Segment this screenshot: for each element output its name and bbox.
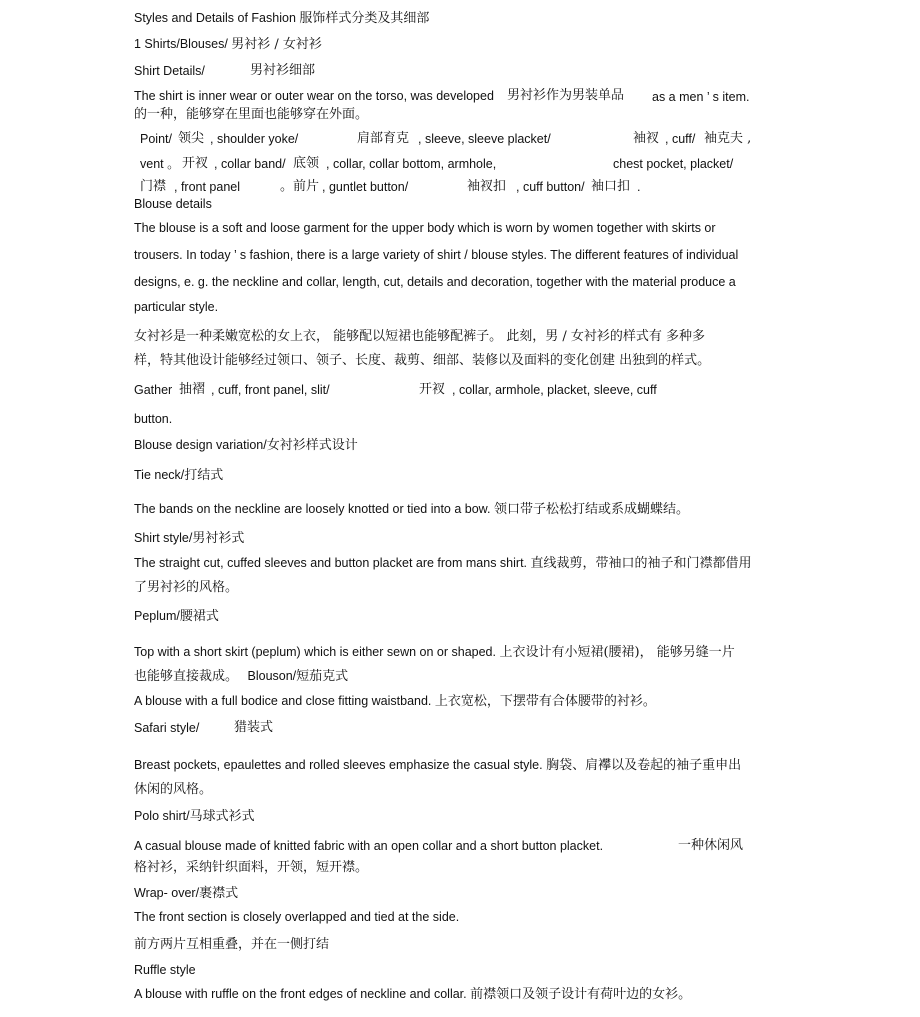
blouse-paragraph-line-2: trousers. In today ’ s fashion, there is a large variety of shirt / blouse styles. The different features of individual — [134, 248, 739, 262]
safari-description-chinese: 胸袋、肩襻以及卷起的袖子重申出 — [546, 758, 742, 773]
term-cuff-cn: 袖克夫 , — [704, 131, 752, 146]
term-placket-cn: 门襟 — [140, 179, 167, 194]
section-heading-shirts-blouses — [134, 36, 322, 53]
polo-description-english: A casual blouse made of knitted fabric with an open collar and a short button placket. — [134, 839, 604, 853]
peplum-heading — [134, 608, 219, 625]
polo-english: Polo shirt/ — [134, 809, 190, 823]
blouse-paragraph-line-3: designs, e. g. the neckline and collar, length, cut, details and decoration, together with the material produce a — [134, 275, 736, 289]
term-front-panel-cn: 。前片 — [280, 179, 320, 194]
shirt-details-chinese: 男衬衫细部 — [250, 63, 316, 78]
blouse-paragraph-line-4: particular style. — [134, 300, 219, 314]
term-cuff-button: , cuff button/ — [516, 180, 585, 194]
blouse-chinese-line-1: 女衬衫是一种柔嫩宽松的女上衣， 能够配以短裙也能够配裤子。 此刻，男 / 女衬衫的样式有 多种多 — [134, 329, 706, 344]
blouson-description — [134, 693, 656, 710]
peplum-description-line-2 — [134, 668, 348, 685]
polo-description-line-2: 格衬衫，采纳针织面料，开领，短开襟。 — [134, 860, 369, 875]
shirt-style-chinese: 男衬衫式 — [192, 531, 245, 546]
shirt-details-english: Shirt Details/ — [134, 64, 205, 78]
blouson-description-english: A blouse with a full bodice and close fitting waistband. — [134, 694, 432, 708]
shirt-intro-english: The shirt is inner wear or outer wear on the torso, was developed — [134, 89, 494, 103]
shirt-style-description-line-2: 了男衬衫的风格。 — [134, 580, 239, 595]
shirt-intro-english-tail: as a men ’ s item. — [652, 90, 750, 104]
ruffle-style-description — [134, 986, 691, 1003]
term-cuff: , cuff/ — [665, 132, 696, 146]
peplum-description-english: Top with a short skirt (peplum) which is either sewn on or shaped. — [134, 645, 496, 659]
term-period: . — [637, 180, 641, 194]
title-chinese: 服饰样式分类及其细部 — [299, 11, 430, 26]
wrap-over-heading — [134, 885, 238, 902]
blouson-english: Blouson/ — [247, 669, 297, 683]
term-sleeve-placket: , sleeve, sleeve placket/ — [418, 132, 551, 146]
term-collar-armhole: , collar, collar bottom, armhole, — [326, 157, 497, 171]
safari-chinese: 猎装式 — [234, 720, 274, 735]
variation-english: Blouse design variation/ — [134, 438, 267, 452]
tie-neck-description — [134, 501, 689, 518]
peplum-description-line-1 — [134, 644, 735, 661]
tie-neck-heading — [134, 467, 223, 484]
term-sleeve-placket-cn: 袖衩 — [633, 131, 660, 146]
shirt-style-description-line-1 — [134, 555, 752, 572]
term-vent: vent 。 — [140, 157, 180, 171]
safari-english: Safari style/ — [134, 721, 200, 735]
shirt-terms-line-2 — [140, 156, 780, 174]
tie-neck-description-chinese: 领口带子松松打结或系成蝴蝶结。 — [493, 502, 689, 517]
section-heading-chinese: 男衬衫 / 女衬衫 — [231, 37, 322, 52]
term-point-cn: 领尖 — [178, 131, 205, 146]
shirt-intro-line-2: 的一种，能够穿在里面也能够穿在外面。 — [134, 107, 369, 122]
shirt-style-english: Shirt style/ — [134, 531, 193, 545]
term-vent-cn: 开衩 — [182, 156, 209, 171]
term-cuff-button-cn: 袖口扣 — [591, 179, 631, 194]
polo-description-line-1 — [134, 838, 774, 856]
term-slit: , cuff, front panel, slit/ — [211, 383, 330, 397]
shirt-terms-line-1 — [140, 131, 780, 149]
wrap-over-english: Wrap- over/ — [134, 886, 200, 900]
tie-neck-english: Tie neck/ — [134, 468, 185, 482]
peplum-english: Peplum/ — [134, 609, 180, 623]
term-guntlet-button-cn: 袖衩扣 — [467, 179, 507, 194]
gather-terms-line-2: button. — [134, 412, 173, 426]
safari-description-english: Breast pockets, epaulettes and rolled sleeves emphasize the casual style. — [134, 758, 543, 772]
blouson-chinese: 短茄克式 — [296, 669, 349, 684]
peplum-chinese: 腰裙式 — [179, 609, 219, 624]
wrap-over-description-english: The front section is closely overlapped and tied at the side. — [134, 910, 460, 924]
title-english: Styles and Details of Fashion — [134, 11, 296, 25]
term-front-panel: , front panel — [174, 180, 241, 194]
peplum-description-chinese-2: 也能够直接裁成。 — [134, 669, 239, 684]
tie-neck-description-english: The bands on the neckline are loosely knotted or tied into a bow. — [134, 502, 491, 516]
gather-terms-line — [134, 382, 774, 400]
term-shoulder-yoke: , shoulder yoke/ — [210, 132, 299, 146]
safari-description-line-2: 休闲的风格。 — [134, 782, 213, 797]
blouson-description-chinese: 上衣宽松，下摆带有合体腰带的衬衫。 — [434, 694, 656, 709]
wrap-over-chinese: 裹襟式 — [199, 886, 239, 901]
blouse-paragraph-line-1: The blouse is a soft and loose garment for the upper body which is worn by women together with skirts or — [134, 221, 716, 235]
term-shoulder-yoke-cn: 肩部育克 — [357, 131, 410, 146]
polo-heading — [134, 808, 255, 825]
shirt-style-description-chinese: 直线裁剪，带袖口的袖子和门襟都借用 — [530, 556, 752, 571]
safari-description-line-1 — [134, 757, 741, 774]
term-point: Point/ — [140, 132, 172, 146]
term-collar-band: , collar band/ — [214, 157, 286, 171]
term-gather-cn: 抽褶 — [179, 382, 206, 397]
ruffle-description-english: A blouse with ruffle on the front edges of neckline and collar. — [134, 987, 467, 1001]
term-guntlet-button: , guntlet button/ — [322, 180, 409, 194]
term-slit-cn: 开衩 — [419, 382, 446, 397]
blouse-design-variation-heading — [134, 437, 358, 454]
ruffle-style-heading: Ruffle style — [134, 963, 196, 977]
ruffle-description-chinese: 前襟领口及领子设计有荷叶边的女衫。 — [470, 987, 692, 1002]
peplum-description-chinese: 上衣设计有小短裙(腰裙)， 能够另缝一片 — [499, 645, 735, 660]
term-collar-band-cn: 底领 — [293, 156, 320, 171]
document-title — [134, 10, 429, 27]
shirt-intro-chinese: 男衬衫作为男装单品 — [507, 88, 625, 103]
shirt-style-heading — [134, 530, 244, 547]
blouse-details-heading: Blouse details — [134, 197, 212, 211]
wrap-over-description-chinese: 前方两片互相重叠，并在一侧打结 — [134, 937, 330, 952]
term-gather: Gather — [134, 383, 173, 397]
tie-neck-chinese: 打结式 — [184, 468, 224, 483]
variation-chinese: 女衬衫样式设计 — [266, 438, 358, 453]
blouse-chinese-line-2: 样，特其他设计能够经过领口、领子、长度、裁剪、细部、装修以及面料的变化创建 出独到的样式。 — [134, 353, 711, 368]
term-collar-sleeve-cuff: , collar, armhole, placket, sleeve, cuff — [452, 383, 657, 397]
polo-chinese: 马球式衫式 — [189, 809, 255, 824]
polo-description-chinese: 一种休闲风 — [678, 838, 744, 853]
term-chest-pocket-placket: chest pocket, placket/ — [613, 157, 734, 171]
shirt-terms-line-3 — [140, 179, 780, 197]
section-heading-english: 1 Shirts/Blouses/ — [134, 37, 228, 51]
shirt-style-description-english: The straight cut, cuffed sleeves and button placket are from mans shirt. — [134, 556, 528, 570]
